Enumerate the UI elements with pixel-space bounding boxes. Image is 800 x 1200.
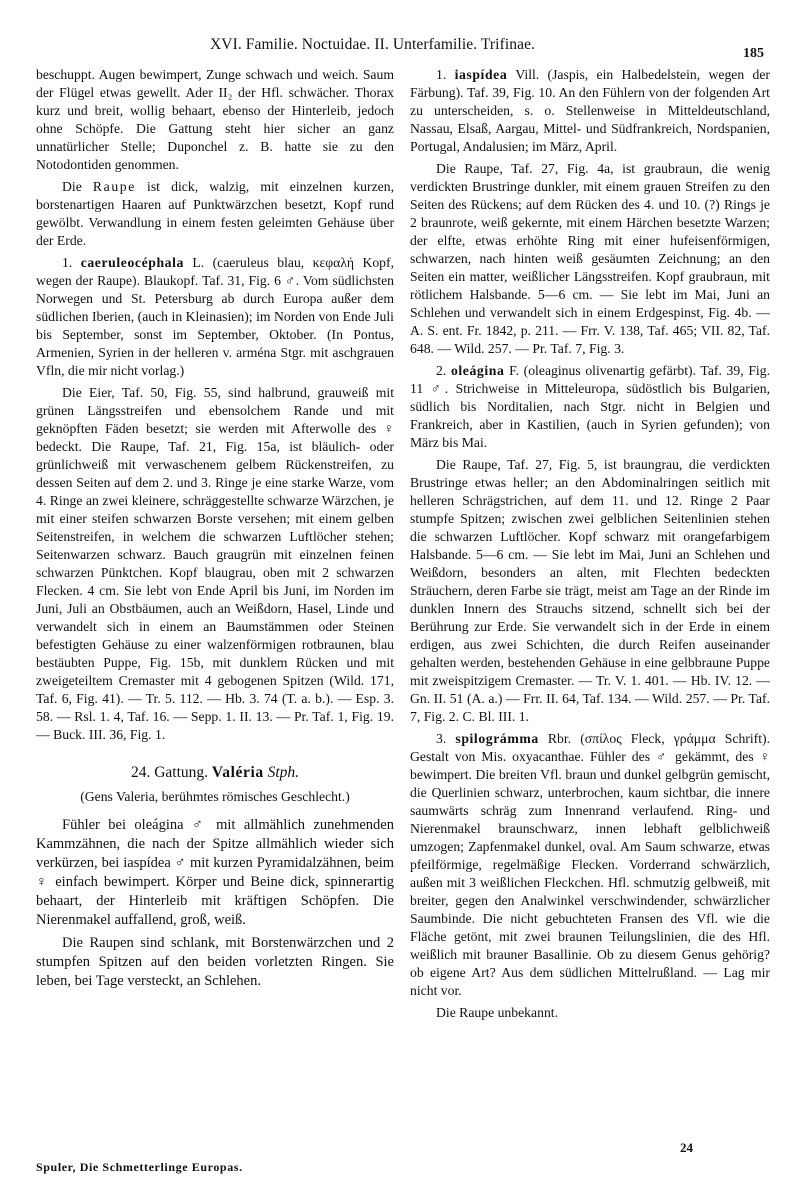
genus-description-end: beschuppt. Augen bewimpert, Zunge schwach und weich. Saum der Flügel etwas gewellt. Ader II₂ der Hfl. schwächer. Thorax kurz und breit, wollig behaart, ebenso der Hinterleib, jedoch ohne Schöpfe. Die Gattung steht hier sicher an ganz unnatürlicher Stelle; Duponchel z. B. hatte sie zu den Notodontiden genommen. — [36, 67, 394, 172]
page-number: 185 — [743, 46, 764, 61]
signature-mark: 24 — [680, 1140, 693, 1155]
genus-etymology: (Gens Valeria, berühmtes römisches Geschlecht.) — [80, 789, 350, 804]
oleagina-larva-paragraph: Die Raupe, Taf. 27, Fig. 5, ist braungrau, die verdickten Brustringe etwas heller; an den Abdominalringen seitlich mit helleren Schrägstrichen, auf dem 11. und 12. Ringe 2 Paar stumpfe Spitzen; zwischen zwei gelblichen Seitenlinien stehen die schwarzen Luftlöcher. Kopf schwarz mit orangefarbigem Halsbande. 5—6 cm. — Sie lebt im Mai, Juni an Schlehen und Weißdorn, besonders an alten, mit Flechten bedeckten Sträuchern, deren Farbe sie trägt, meist am Tage an der Rinde im dunklen Innern des Strauchs sitzend, schnellt sich bei der Berührung zur Erde. Sie verwandelt sich in der Erde in einem erdigen, aus zwei Schichten, die durch Reifen auseinander gehalten werden, bestehenden Gehäuse in eine gelbbraune Puppe mit zweispitzigem Cremaster. — Tr. V. 1. 401. — Hb. IV. 12. — Gn. II. 51 (A. a.) — Frr. II. 64, Taf. 134. — Wild. 257. — Pr. Taf. 7, Fig. 2. C. Bl. III. 1. — [410, 457, 770, 724]
species-name: spilográmma — [455, 731, 539, 746]
right-column — [410, 66, 770, 1026]
species-name: oleágina — [450, 363, 505, 378]
running-header — [0, 36, 800, 64]
species-name: caeruleocéphala — [80, 255, 184, 270]
iaspidea-larva-paragraph: Die Raupe, Taf. 27, Fig. 4a, ist graubraun, die wenig verdickten Brustringe dunkler, mit einem grauen Streifen zu den Seiten des Rückens; auf dem Rücken des 4. und 10. (?) Rings je 2 braunrote, weiß gekernte, mit einem Härchen besetzte Warzen; der elfte, etwas erhöhte Ring mit einer hufeisenförmigen, schwarzen, nach hinten weiß gesäumten Zeichnung; an den Seiten ein matter, weißlicher Längsstreifen. Kopf graubraun, mit rötlichem Halsbande. 5—6 cm. — Sie lebt im Mai, Juni an Schlehen und verwandelt sich in einem Erdgespinst, Fig. 4b. — A. S. ent. Fr. 1842, p. 211. — Frr. V. 138, Taf. 465; VII. 82, Taf. 648. — Wild. 257. — Pr. Taf. 7, Fig. 3. — [410, 161, 770, 356]
genus-name: Valéria — [211, 764, 264, 781]
larva-term: Raupe — [92, 179, 136, 194]
species-entry-caeruleocephala: 1. caeruleocéphala L. (caeruleus blau, κεφαλή Kopf, wegen der Raupe). Blaukopf. Taf. 31, Fig. 6 ♂. Vom südlichsten Norwegen und St. Petersburg ab durch Europa außer dem südlichen Iberien, (auch in Kleinasien); im Norden von Ende Juli bis September, sonst im September, Oktober. (In Pontus, Armenien, Syrien in der helleren v. arména Stgr. mit aschgrauen Vfln, die mir nicht vorlag.) — [36, 255, 394, 378]
footer-credit: Spuler, Die Schmetterlinge Europas. — [36, 1160, 243, 1174]
spilogramma-larva-paragraph: Die Raupe unbekannt. — [436, 1005, 559, 1020]
species-entry-oleagina: 2. oleágina F. (oleaginus olivenartig gefärbt). Taf. 39, Fig. 11 ♂. Strichweise in Mitteleuropa, südöstlich bis Bulgarien, südlich bis Norditalien, nach Stgr. nicht in Belgien und Frankreich, aber in Kastilien, (auch in Syrien gefunden); von März bis Mai. — [410, 363, 770, 450]
species-entry-iaspidea: 1. iaspídea Vill. (Jaspis, ein Halbedelstein, wegen der Färbung). Taf. 39, Fig. 10. An den Fühlern von der folgenden Art zu unterscheiden, s. o. Stellenweise in Mitteldeutschland, Nassau, Elsaß, Aargau, Mittel- und Südfrankreich, Nordspanien, Portugal, Andalusien; im März, April. — [410, 67, 770, 154]
genus-antenna-paragraph: Fühler bei oleágina ♂ mit allmählich zunehmenden Kammzähnen, die nach der Spitze allmählich wieder sich verkürzen, bei iaspídea ♂ mit kurzen Pyramidalzähnen, beim ♀ einfach bewimpert. Körper und Beine dick, spinnerartig behaart, der Hinterleib mit kräftigen Schöpfen. Die Nierenmakel auffallend, groß, weiß. — [36, 817, 394, 928]
larva-genus-paragraph: Die Raupe ist dick, walzig, mit einzelnen kurzen, borstenartigen Haaren auf Punktwärzchen besetzt, Kopf rund gewölbt. Verwandlung in einem festen geleimten Gehäuse über der Erde. — [36, 179, 394, 248]
species-entry-spilogramma: 3. spilográmma Rbr. (σπίλος Fleck, γράμμα Schrift). Gestalt von Mis. oxyacanthae. Fühler des ♂ gekämmt, des ♀ bewimpert. Die breiten Vfl. braun und dunkel gelbgrün gemischt, die Querlinien schwarz, unterbrochen, kaum sichtbar, die innere saumwärts schräg zum Innenrand verlaufend. Ring- und Nierenmakel braunschwarz, innen lebhaft gelblichweiß umzogen; Zapfenmakel dunkel, oval. Am Saum schwarze, etwas pfeilförmige, regelmäßige Flecken. Vorderrand schwärzlich, außen mit 3 weißlichen Fleckchen. Hfl. schmutzig gelbweiß, mit breiter, gegen den Analwinkel verschwindender, schwärzlicher Saumbinde. Die nicht gebuchteten Fransen des Vfl. wie die Fläche getönt, mit zwei braunen Teilungslinien, die des Hfl. weißlich mit brauner Basallinie. Ob zu diesem Genus gehörig? ob eigene Art? Aus dem südlichen Mittelrußland. — Lag mir nicht vor. — [410, 731, 770, 998]
genus-larva-paragraph: Die Raupen sind schlank, mit Borstenwärzchen und 2 stumpfen Spitzen auf den beiden vorletzten Ringen. Sie leben, bei Tage versteckt, an Schlehen. — [36, 935, 394, 989]
header-title: XVI. Familie. Noctuidae. II. Unterfamilie. Trifinae. — [210, 36, 536, 53]
genus-heading: 24. Gattung. Valéria Stph. — [130, 764, 300, 781]
species-name: iaspídea — [454, 67, 508, 82]
left-column — [36, 66, 394, 995]
eggs-larva-paragraph: Die Eier, Taf. 50, Fig. 55, sind halbrund, grauweiß mit grünen Längsstreifen und ebensolchem Rande und mit geknöpften Fäden besetzt; sie werden mit Afterwolle des ♀ bedeckt. Die Raupe, Taf. 21, Fig. 15a, ist bläulich- oder grünlichweiß mit verwaschenem gelbem Rückenstreifen, zu dessen Seiten auf dem 2. und 3. Ringe je eine starke Warze, vom 4. Ringe an zwei kleinere, schräggestellte schwarze Wärzchen, je mit einer steifen schwarzen Borste versehen; mit einem gelben Seitenstreifen, in welchem die schwarzen Luftlöcher stehen; Seitenwarzen schwarz. Bauch graugrün mit einzelnen feinen schwarzen Pünktchen. Kopf blaugrau, oben mit 2 schwarzen Flecken. 4 cm. Sie lebt von Ende April bis Juni, im Norden im Juni, Juli an Obstbäumen, auch an Weißdorn, Hasel, Linde und verwandelt sich in einem an Baumstämmen oder Steinen befestigten Gehäuse zu einer walzenförmigen rotbraunen, blau bestäubten Puppe, Fig. 15b, mit dunklem Rücken und mit zweigeteiltem Cremaster mit 4 gebogenen Spitzen (Wild. 171, Taf. 6, Fig. 41). — Tr. 5. 112. — Hb. 3. 74 (T. a. b.). — Esp. 3. 58. — Rsl. 1. 4, Taf. 16. — Sepp. 1. II. 13. — Pr. Taf. 1, Fig. 19. — Buck. III. 36, Fig. 1. — [36, 385, 394, 742]
